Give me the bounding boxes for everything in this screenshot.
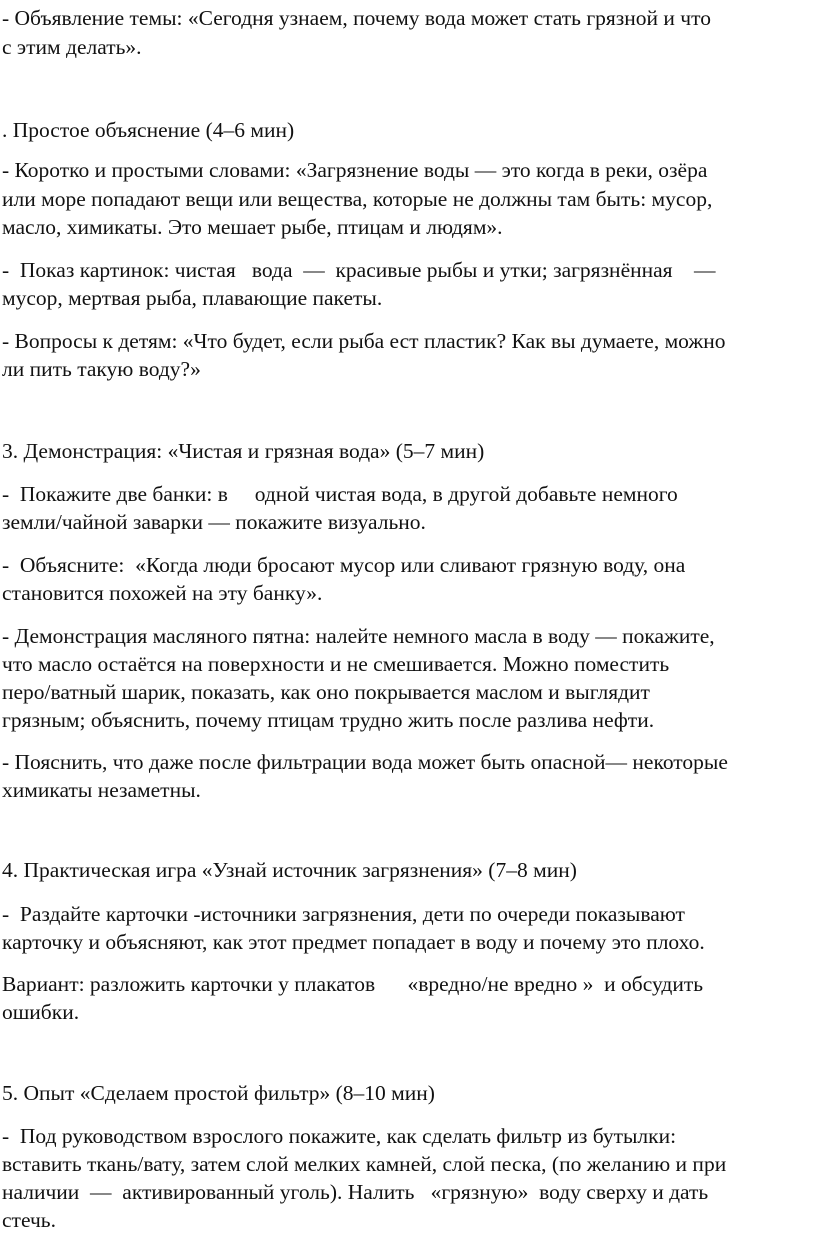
text-line: вставить ткань/вату, затем слой мелких камней, слой песка, (по желанию и при <box>2 1152 727 1176</box>
text-line: химикаты незаметны. <box>2 778 201 802</box>
text-line: мусор, мертвая рыба, плавающие пакеты. <box>2 286 383 310</box>
text-line: стечь. <box>2 1208 56 1232</box>
text-line: - Покажите две банки: в одной чистая вода, в другой добавьте немного <box>2 482 678 506</box>
section-heading: . Простое объяснение (4–6 мин) <box>2 118 295 142</box>
text-line: с этим делать». <box>2 35 142 59</box>
section-heading: 4. Практическая игра «Узнай источник загрязнения» (7–8 мин) <box>2 858 577 882</box>
text-line: - Раздайте карточки -источники загрязнения, дети по очереди показывают <box>2 902 685 926</box>
text-line: - Объясните: «Когда люди бросают мусор или сливают грязную воду, она <box>2 553 686 577</box>
section-heading: 3. Демонстрация: «Чистая и грязная вода» (5–7 мин) <box>2 439 485 463</box>
text-line: - Под руководством взрослого покажите, как сделать фильтр из бутылки: <box>2 1124 677 1148</box>
text-line: масло, химикаты. Это мешает рыбе, птицам и людям». <box>2 215 503 239</box>
text-line: грязным; объяснить, почему птицам трудно жить после разлива нефти. <box>2 708 655 732</box>
text-line: - Объявление темы: «Сегодня узнаем, почему вода может стать грязной и что <box>2 6 711 30</box>
text-line: - Демонстрация масляного пятна: налейте немного масла в воду — покажите, <box>2 624 715 648</box>
text-line: - Пояснить, что даже после фильтрации вода может быть опасной— некоторые <box>2 750 728 774</box>
section-heading: 5. Опыт «Сделаем простой фильтр» (8–10 мин) <box>2 1081 435 1105</box>
text-line: ли пить такую воду?» <box>2 357 201 381</box>
text-line: или море попадают вещи или вещества, которые не должны там быть: мусор, <box>2 187 713 211</box>
text-line: - Показ картинок: чистая вода — красивые рыбы и утки; загрязнённая — <box>2 258 716 282</box>
text-line: ошибки. <box>2 1000 80 1024</box>
text-line: - Вопросы к детям: «Что будет, если рыба ест пластик? Как вы думаете, можно <box>2 329 726 353</box>
text-line: земли/чайной заварки — покажите визуально. <box>2 510 426 534</box>
text-line: перо/ватный шарик, показать, как оно покрывается маслом и выглядит <box>2 680 650 704</box>
text-line: наличии — активированный уголь). Налить «грязную» воду сверху и дать <box>2 1180 709 1204</box>
text-line: что масло остаётся на поверхности и не смешивается. Можно поместить <box>2 652 670 676</box>
text-line: Вариант: разложить карточки у плакатов «вредно/не вредно » и обсудить <box>2 972 704 996</box>
text-line: становится похожей на эту банку». <box>2 581 323 605</box>
text-line: - Коротко и простыми словами: «Загрязнение воды — это когда в реки, озёра <box>2 158 708 182</box>
text-line: карточку и объясняют, как этот предмет попадает в воду и почему это плохо. <box>2 930 705 954</box>
